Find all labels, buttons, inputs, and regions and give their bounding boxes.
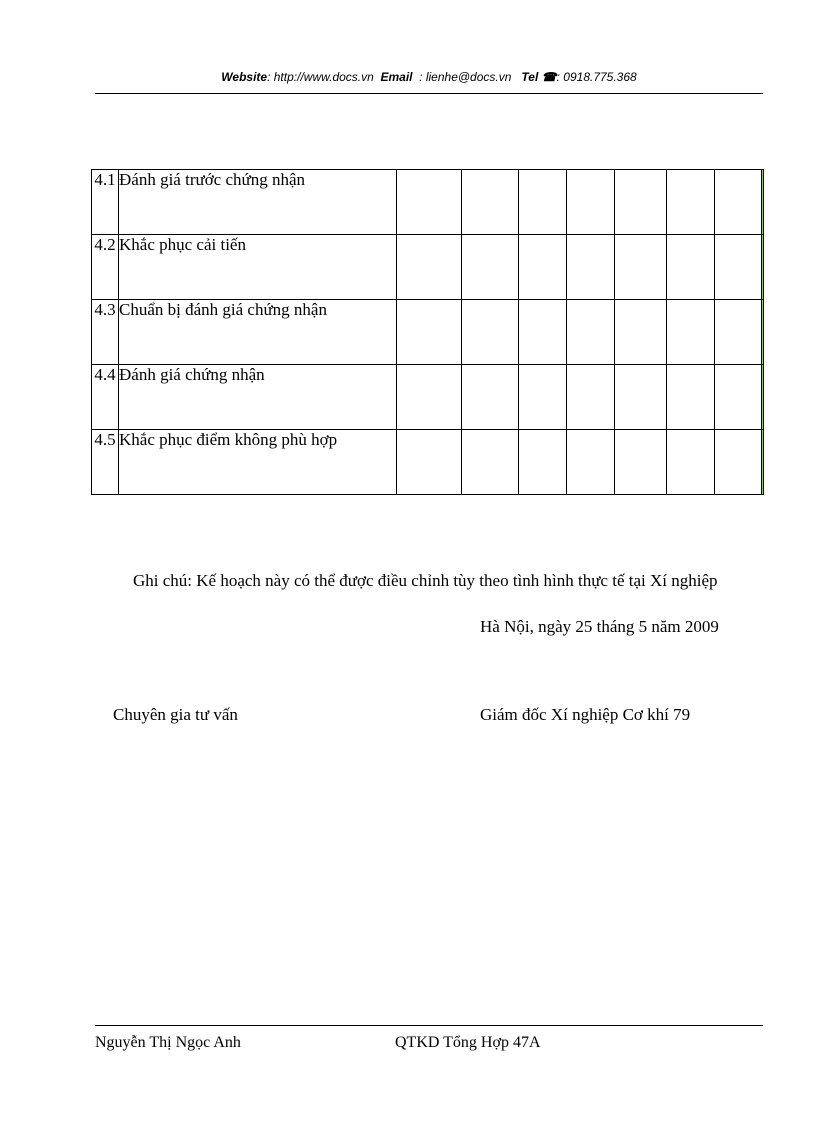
email-value: : lienhe@docs.vn [419,70,512,84]
phone-icon: ☎ [541,70,557,84]
schedule-cell [567,170,615,235]
schedule-cell [519,300,567,365]
task-name: Đánh giá chứng nhận [119,365,397,430]
schedule-cell [667,365,715,430]
schedule-cell [615,235,667,300]
schedule-cell-highlighted [762,170,764,235]
schedule-cell [397,430,462,495]
schedule-cell [397,235,462,300]
schedule-cell [715,365,762,430]
schedule-cell [462,300,519,365]
schedule-cell [667,170,715,235]
footer-divider [95,1025,763,1026]
schedule-cell [615,365,667,430]
schedule-cell-highlighted [762,235,764,300]
schedule-cell [567,235,615,300]
schedule-cell [667,430,715,495]
schedule-cell [715,170,762,235]
email-label: Email [380,70,413,84]
row-number: 4.1 [92,170,119,235]
schedule-cell [715,235,762,300]
footer-author: Nguyễn Thị Ngọc Anh [95,1034,241,1051]
row-number: 4.3 [92,300,119,365]
schedule-cell [397,365,462,430]
table-row [92,365,764,430]
schedule-cell-highlighted [762,430,764,495]
header-divider [95,93,763,94]
schedule-cell [519,365,567,430]
schedule-cell [667,235,715,300]
signature-director: Giám đốc Xí nghiệp Cơ khí 79 [480,705,691,724]
task-name: Đánh giá trước chứng nhận [119,170,397,235]
schedule-cell [615,300,667,365]
table-row [92,235,764,300]
website-label: Website [221,70,268,84]
website-value: : http://www.docs.vn [267,70,374,84]
table-row [92,170,764,235]
task-name: Khắc phục cải tiến [119,235,397,300]
tel-value: : 0918.775.368 [556,70,637,84]
schedule-cell [462,365,519,430]
task-name: Chuẩn bị đánh giá chứng nhận [119,300,397,365]
schedule-cell [397,300,462,365]
schedule-cell [462,430,519,495]
tel-label: Tel [521,70,539,84]
table-row [92,430,764,495]
row-number: 4.5 [92,430,119,495]
schedule-cell [715,300,762,365]
schedule-table [91,169,764,495]
table-row [92,300,764,365]
schedule-cell [567,430,615,495]
plan-note: Ghi chú: Kế hoạch này có thể được điều chỉnh tùy theo tình hình thực tế tại Xí nghiệp [133,571,718,590]
footer-class: QTKD Tổng Hợp 47A [395,1034,541,1051]
row-number: 4.2 [92,235,119,300]
schedule-cell [519,235,567,300]
task-name: Khắc phục điểm không phù hợp [119,430,397,495]
date-line: Hà Nội, ngày 25 tháng 5 năm 2009 [480,617,719,636]
schedule-cell-highlighted [762,300,764,365]
page-header [95,70,763,84]
schedule-cell [462,170,519,235]
schedule-cell [615,430,667,495]
schedule-cell [615,170,667,235]
schedule-cell [715,430,762,495]
schedule-cell [462,235,519,300]
schedule-cell [397,170,462,235]
schedule-cell [667,300,715,365]
schedule-cell [567,300,615,365]
schedule-cell [567,365,615,430]
signature-consultant: Chuyên gia tư vấn [113,705,238,724]
row-number: 4.4 [92,365,119,430]
schedule-cell [519,170,567,235]
schedule-cell [519,430,567,495]
schedule-cell-highlighted [762,365,764,430]
